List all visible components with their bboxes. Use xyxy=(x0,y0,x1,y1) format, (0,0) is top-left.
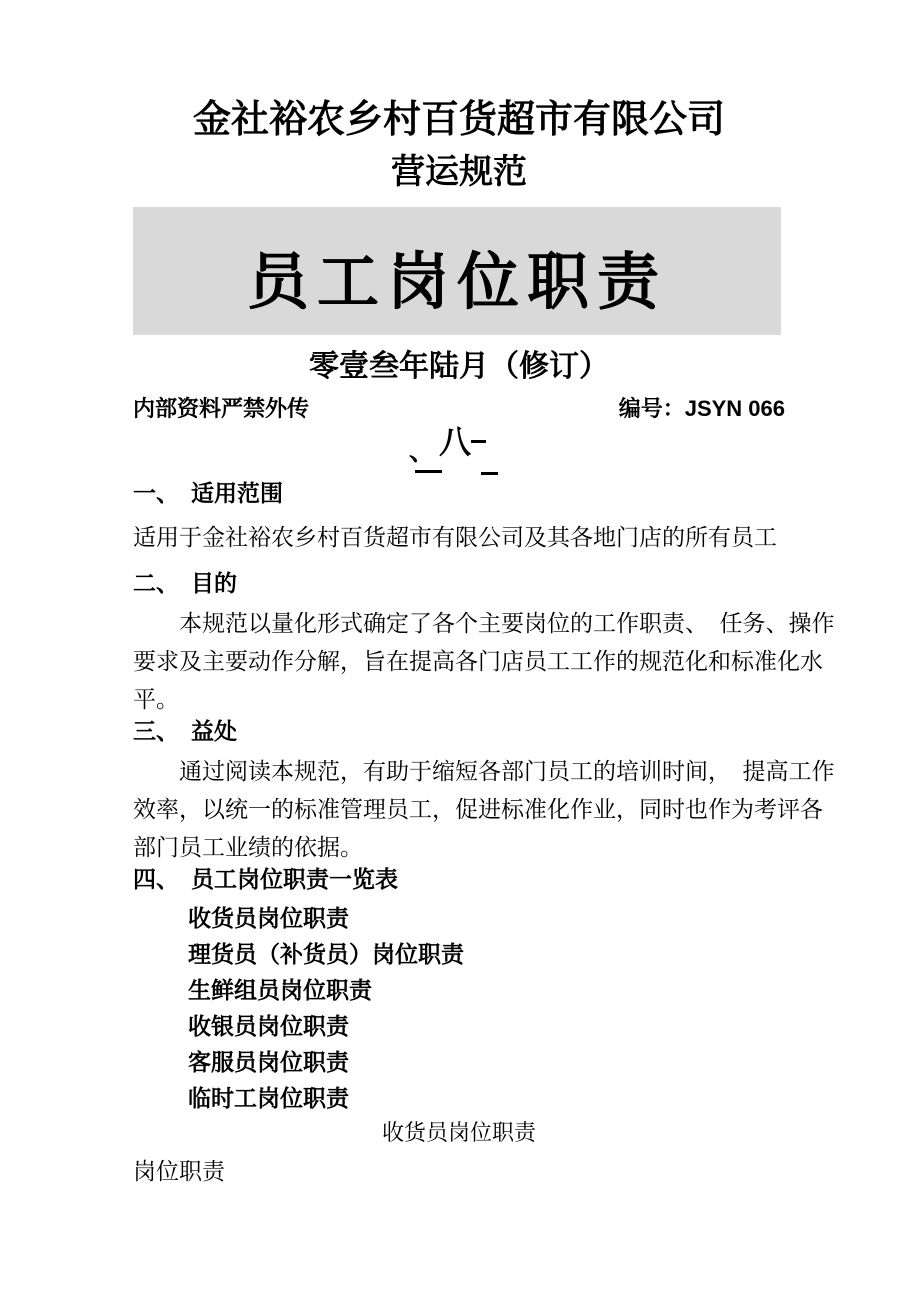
section-1-heading xyxy=(133,480,785,506)
paragraph-line: 本规范以量化形式确定了各个主要岗位的工作职责、 任务、操作 xyxy=(179,610,835,636)
paragraph-line: 效率，以统一的标准管理员工，促进标准化作业，同时也作为考评各 xyxy=(133,796,823,822)
section-1-number: 一、 xyxy=(133,480,179,506)
title-banner xyxy=(133,207,781,335)
scribble-stroke-top xyxy=(471,440,486,443)
section-4-heading xyxy=(133,866,785,892)
section-3-heading xyxy=(133,718,785,744)
confidential-label: 内部资料严禁外传 xyxy=(133,396,310,421)
job-duty-list xyxy=(188,900,785,1116)
revision-date: 零壹叁年陆月（修订） xyxy=(309,350,609,383)
duty-subheading: 岗位职责 xyxy=(133,1158,225,1184)
scribble-stroke-bottom-right xyxy=(481,472,498,475)
receiver-duty-heading: 收货员岗位职责 xyxy=(381,1120,536,1145)
company-title: 金社裕农乡村百货超市有限公司 xyxy=(192,99,725,141)
section-2-paragraph xyxy=(133,604,835,718)
paragraph-line: 要求及主要动作分解，旨在提高各门店员工工作的规范化和标准化水 xyxy=(133,648,823,674)
section-2-number: 二、 xyxy=(133,570,179,596)
document-subtitle: 营运规范 xyxy=(391,153,527,191)
banner-title: 员工岗位职责 xyxy=(246,247,667,317)
section-4-number: 四、 xyxy=(133,866,179,892)
list-item: 理货员（补货员）岗位职责 xyxy=(188,941,464,967)
section-3-title: 益处 xyxy=(191,718,237,744)
section-2-title: 目的 xyxy=(191,570,237,596)
list-item: 收银员岗位职责 xyxy=(188,1013,349,1039)
list-item: 客服员岗位职责 xyxy=(188,1049,349,1075)
info-row xyxy=(133,395,785,422)
list-item: 生鲜组员岗位职责 xyxy=(188,977,372,1003)
section-2-heading xyxy=(133,570,785,596)
scribble-dun-mark: 、 xyxy=(409,436,436,466)
scribble-ba-mark: 八 xyxy=(439,424,472,460)
section-1-body: 适用于金社裕农乡村百货超市有限公司及其各地门店的所有员工 xyxy=(133,524,777,550)
handwritten-scribble xyxy=(133,424,785,480)
section-4-title: 员工岗位职责一览表 xyxy=(191,866,398,892)
list-item: 临时工岗位职责 xyxy=(188,1085,349,1111)
section-3-number: 三、 xyxy=(133,718,179,744)
doc-number: 编号：JSYN 066 xyxy=(618,396,785,421)
paragraph-line: 平。 xyxy=(133,686,179,712)
scribble-stroke-bottom-left xyxy=(415,470,442,473)
paragraph-line: 部门员工业绩的依据。 xyxy=(133,834,363,860)
section-3-paragraph xyxy=(133,752,835,866)
list-item: 收货员岗位职责 xyxy=(188,905,349,931)
section-1-title: 适用范围 xyxy=(191,480,283,506)
paragraph-line: 通过阅读本规范，有助于缩短各部门员工的培训时间， 提高工作 xyxy=(179,758,835,784)
